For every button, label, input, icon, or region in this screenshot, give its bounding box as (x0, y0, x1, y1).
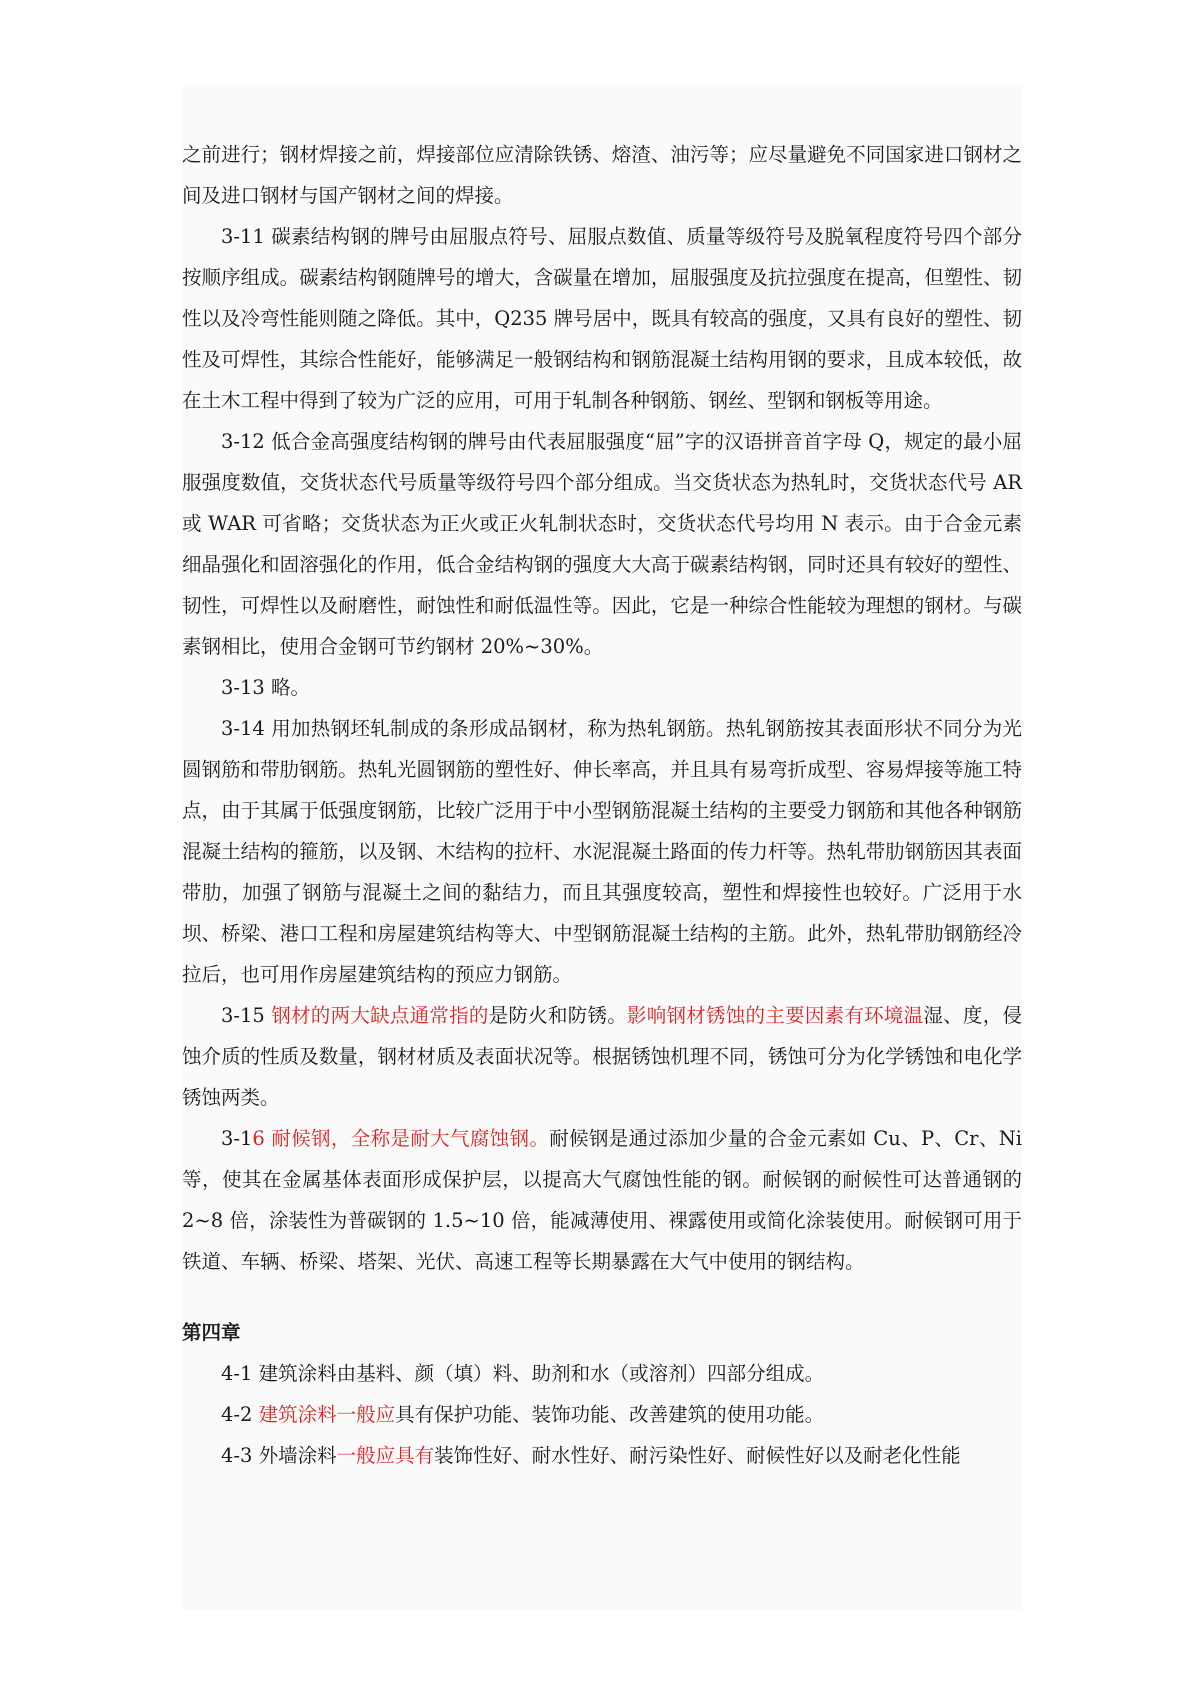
paragraph-4-3 (182, 1435, 1022, 1476)
text-run: 湿、度，侵蚀介质的性质及数量，钢材材质及表面状况等。根据锈蚀机理不同，锈蚀可分为化学锈蚀和电化学锈蚀两类。 (182, 1004, 1022, 1109)
highlighted-text: 建筑涂料一般应 (258, 1403, 396, 1426)
text-run: 是防火和防锈。 (488, 1004, 627, 1027)
paragraph-4-1: 4-1 建筑涂料由基料、颜（填）料、助剂和水（或溶剂）四部分组成。 (221, 1362, 825, 1385)
paragraph-3-11: 3-11 碳素结构钢的牌号由屈服点符号、屈服点数值、质量等级符号及脱氧程度符号四个部分按顺序组成。碳素结构钢随牌号的增大，含碳量在增加，屈服强度及抗拉强度在提高，但塑性、韧性以及冷弯性能则随之降低。其中，Q235 牌号居中，既具有较高的强度，又具有良好的塑性、韧性及可焊性，其综合性能好，能够满足一般钢结构和钢筋混凝土结构用钢的要求，且成本较低，故在土木工程中得到了较为广泛的应用，可用于轧制各种钢筋、钢丝、型钢和钢板等用途。 (182, 225, 1022, 412)
chapter-heading: 第四章 (182, 1321, 241, 1344)
text-run: 3-15 (221, 1004, 272, 1027)
highlighted-text: 影响钢材锈蚀的主要因素有环境温 (626, 1004, 924, 1027)
paragraph-3-15 (182, 995, 1022, 1118)
paragraph-3-14: 3-14 用加热钢坯轧制成的条形成品钢材，称为热轧钢筋。热轧钢筋按其表面形状不同分为光圆钢筋和带肋钢筋。热轧光圆钢筋的塑性好、伸长率高，并且具有易弯折成型、容易焊接等施工特点，由于其属于低强度钢筋，比较广泛用于中小型钢筋混凝土结构的主要受力钢筋和其他各种钢筋混凝土结构的箍筋，以及钢、木结构的拉杆、水泥混凝土路面的传力杆等。热轧带肋钢筋因其表面带肋，加强了钢筋与混凝土之间的黏结力，而且其强度较高，塑性和焊接性也较好。广泛用于水坝、桥梁、港口工程和房屋建筑结构等大、中型钢筋混凝土结构的主筋。此外，热轧带肋钢筋经冷拉后，也可用作房屋建筑结构的预应力钢筋。 (182, 717, 1022, 986)
document-body (182, 134, 1022, 1476)
paragraph-3-16 (182, 1118, 1022, 1282)
paragraph-3-13: 3-13 略。 (221, 676, 311, 699)
paragraph-continuation: 之前进行；钢材焊接之前，焊接部位应清除铁锈、熔渣、油污等；应尽量避免不同国家进口钢材之间及进口钢材与国产钢材之间的焊接。 (182, 143, 1022, 207)
text-run: 耐候钢是通过添加少量的合金元素如 Cu、P、Cr、Ni 等，使其在金属基体表面形成保护层，以提高大气腐蚀性能的钢。耐候钢的耐候性可达普通钢的 2~8 倍，涂装性为普碳钢的 1.5~10 倍，能减薄使用、裸露使用或简化涂装使用。耐候钢可用于铁道、车辆、桥梁、塔架、光伏、高速工程等长期暴露在大气中使用的钢结构。 (182, 1127, 1022, 1273)
text-run: 4-3 外墙涂料 (221, 1444, 337, 1467)
highlighted-text: 钢材的两大缺点通常指的 (271, 1004, 489, 1027)
highlighted-text: 一般应具有 (336, 1444, 435, 1467)
text-run: 4-2 (221, 1403, 259, 1426)
highlighted-text: 6 耐候钢，全称是耐大气腐蚀钢。 (252, 1127, 550, 1150)
text-run: 3-1 (221, 1127, 253, 1150)
text-run: 具有保护功能、装饰功能、改善建筑的使用功能。 (395, 1403, 825, 1426)
text-run: 装饰性好、耐水性好、耐污染性好、耐候性好以及耐老化性能 (434, 1444, 961, 1467)
paragraph-4-2 (182, 1394, 1022, 1435)
paragraph-3-12: 3-12 低合金高强度结构钢的牌号由代表屈服强度“屈”字的汉语拼音首字母 Q，规定的最小屈服强度数值，交货状态代号质量等级符号四个部分组成。当交货状态为热轧时，交货状态代号 AR 或 WAR 可省略；交货状态为正火或正火轧制状态时，交货状态代号均用 N 表示。由于合金元素细晶强化和固溶强化的作用，低合金结构钢的强度大大高于碳素结构钢，同时还具有较好的塑性、韧性，可焊性以及耐磨性，耐蚀性和耐低温性等。因此，它是一种综合性能较为理想的钢材。与碳素钢相比，使用合金钢可节约钢材 20%~30%。 (182, 430, 1022, 658)
